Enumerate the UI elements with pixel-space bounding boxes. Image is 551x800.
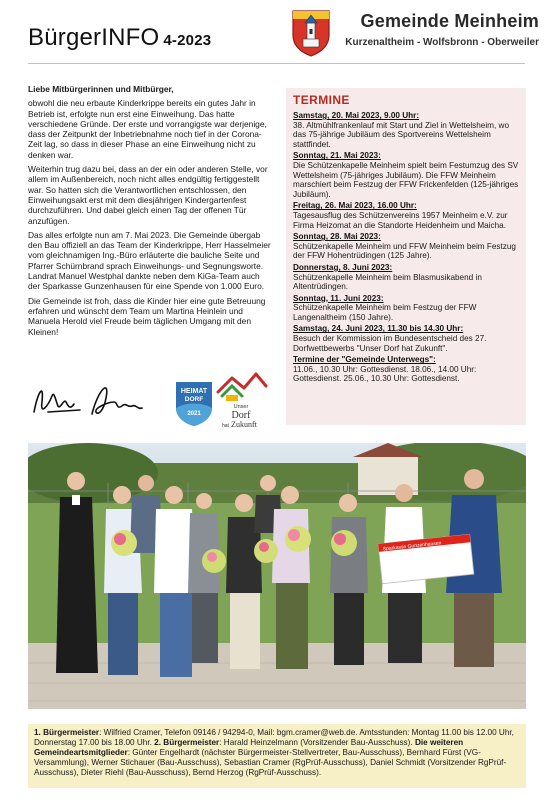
- heimat-text: HEIMAT: [180, 388, 208, 395]
- issue-number: 4-2023: [163, 32, 212, 49]
- header-divider: [28, 63, 525, 64]
- event-date: Sonntag, 28. Mai 2023:: [293, 232, 381, 242]
- unser-dorf-logo: [214, 366, 268, 430]
- event-item: [293, 324, 519, 353]
- event-date: Donnerstag, 8. Juni 2023:: [293, 262, 393, 272]
- municipal-crest-icon: [291, 9, 331, 57]
- event-date: Samstag, 20. Mai 2023, 9.00 Uhr:: [293, 111, 420, 120]
- letter-paragraph: Die Gemeinde ist froh, dass die Kinder hier eine gute Betreuung erfahren und wünscht dem Team um Martina Heinlein und Manuela Herold viel Freude beim täglichen Umgang mit den Kleinen!: [28, 295, 266, 337]
- heimat-dorf-logo: [172, 378, 216, 428]
- footer-deputy-text: : Harald Heinzelmann (Vorsitzender Bau-Ausschuss).: [219, 738, 415, 747]
- contact-footer: [28, 724, 526, 788]
- event-date: Samstag, 24. Juni 2023, 11.30 bis 14.30 Uhr:: [293, 324, 464, 334]
- footer-deputy-label: 2. Bürgermeister: [154, 738, 220, 747]
- signatures-image: [28, 372, 146, 424]
- event-item: [293, 151, 519, 199]
- event-description: Schützenkapelle Meinheim beim Festzug der FFW Langenaltheim (150 Jahre).: [293, 303, 477, 322]
- event-description: Besuch der Kommission im Bundesentscheid des 27. Dorfwettbewerbs "Unser Dorf hat Zukunft".: [293, 334, 487, 353]
- dorf-zukunft-text: Zukunft: [231, 420, 257, 429]
- group-photo: [28, 443, 526, 709]
- letter-greeting: Liebe Mitbürgerinnen und Mitbürger,: [28, 84, 174, 94]
- event-date: Freitag, 26. Mai 2023, 16.00 Uhr:: [293, 201, 417, 211]
- event-item: [293, 232, 519, 261]
- event-date: Sonntag, 21. Mai 2023:: [293, 151, 381, 161]
- event-date: Sonntag, 11. Juni 2023:: [293, 293, 384, 303]
- page-title: [28, 24, 211, 52]
- heimat-dorf-text: DORF: [184, 396, 204, 403]
- event-item: [293, 201, 519, 230]
- dorf-dorf-text: Dorf: [231, 410, 251, 421]
- event-item: [293, 263, 519, 292]
- event-item: [293, 111, 519, 149]
- dorf-hat-text: hat: [222, 423, 229, 429]
- footer-mayor-text: : Wilfried Cramer, Telefon 09146 / 94294-0, Mail: bgm.cramer@web.de. Amtsstunden: Montag 11.00 bis 12.00 Uhr, Donnerstag 17.00 bis 18.00 Uhr.: [34, 728, 514, 747]
- event-description: Die Schützenkapelle Meinheim spielt beim Festumzug des SV Wettelsheim (75-jähriges Jubiläum). Die FFW Meinheim marschiert beim Festzug der FFW Frickenfelden (125-jähriges Jubiläum).: [293, 160, 519, 199]
- heimat-year-text: 2021: [187, 411, 201, 417]
- municipality-name: Gemeinde Meinheim: [360, 11, 539, 31]
- village-names: Kurzenaltheim - Wolfsbronn - Oberweiler: [345, 37, 539, 48]
- dorf-unser-text: Unser: [233, 404, 249, 410]
- letter-paragraph: Das alles erfolgte nun am 7. Mai 2023. Die Gemeinde übergab den Bau offiziell an das Team der Kinderkrippe, Herr Hasselmeier vom gleichnamigen Ing.-Büro erläuterte die bauliche Seite und Pfarrer Schürnbrand sprach Einweihungs- und Segnungsworte. Landrat Manuel Westphal dankte neben dem KiGa-Team auch der Sparkasse Gunzenhausen für eine Spende von 1.000 Euro.: [28, 229, 271, 292]
- letter-paragraph: obwohl die neu erbaute Kinderkrippe bereits ein gutes Jahr in Betrieb ist, erfolgte nun erst eine Einweihung. Das hatte verschiedene Gründe. Der erste und vorrangigste war derjenige, dass der Zeitpunkt der Inbetriebnahme noch tief in der Corona-Zeit lag, so dass in dieser Phase an eine Einweihung nicht zu denken war.: [28, 98, 267, 160]
- event-description: Tagesausflug des Schützenvereins 1957 Meinheim e.V. zur Firma Heizomat an die Standorte Heidenheim und Maicha.: [293, 210, 508, 230]
- event-item: [293, 355, 519, 384]
- event-description: Schützenkapelle Meinheim beim Blasmusikabend in Altentrüdingen.: [293, 272, 482, 292]
- event-description: 11.06., 10.30 Uhr: Gottesdienst. 18.06., 14.00 Uhr: Gottesdienst. 25.06., 10.30 Uhr: Gottesdienst.: [293, 364, 477, 384]
- letter-paragraph: Weiterhin trug dazu bei, dass an der ein oder anderen Stelle, vor allem im Außenbereich, noch nicht alles endgültig fertiggestellt war. So hatten sich die Verantwortlichen entschlossen, den Einweihungsakt erst mit dem diesjährigen Kindergartenfest durchzuführen. Und dabei gleich einen Tag der offenen Tür anzufügen.: [28, 164, 268, 226]
- events-box: [286, 88, 526, 425]
- event-date: Termine der "Gemeinde Unterwegs":: [293, 355, 436, 365]
- page-header: [0, 0, 551, 70]
- events-heading: TERMINE: [293, 93, 350, 107]
- event-description: Schützenkapelle Meinheim und FFW Meinheim beim Festzug der FFW Hohentrüdingen (125 Jahre).: [293, 241, 516, 261]
- mayor-letter: [28, 84, 272, 341]
- title-text: BürgerINFO: [28, 24, 160, 51]
- footer-mayor-label: 1. Bürgermeister: [34, 728, 100, 737]
- event-description: 38. Altmühlfrankenlauf mit Start und Ziel in Wettelsheim, wo das 75-jährige Jubiläum des Sportvereins Wettelsheim stattfindet.: [293, 120, 510, 149]
- check-bank-name: Sparkasse Gunzenhausen: [382, 540, 442, 553]
- footer-council-text: : Günter Engelhardt (nächster Bürgermeister-Stellvertreter, Bau-Ausschuss), Bernhard Fürst (VG-Versammlung), Werner Stichauer (Bau-Ausschuss), Sebastian Cramer (RgPrüf-Ausschuss), Daniel Schmidt (Vorsitzender RgPrüf-Ausschuss), Dieter Riehl (Bau-Ausschuss), Bernd Herzog (RgPrüf-Ausschuss).: [34, 748, 507, 777]
- footer-council-label: Die weiteren Gemeindeartsmitglieder: [34, 738, 464, 757]
- event-item: [293, 294, 519, 323]
